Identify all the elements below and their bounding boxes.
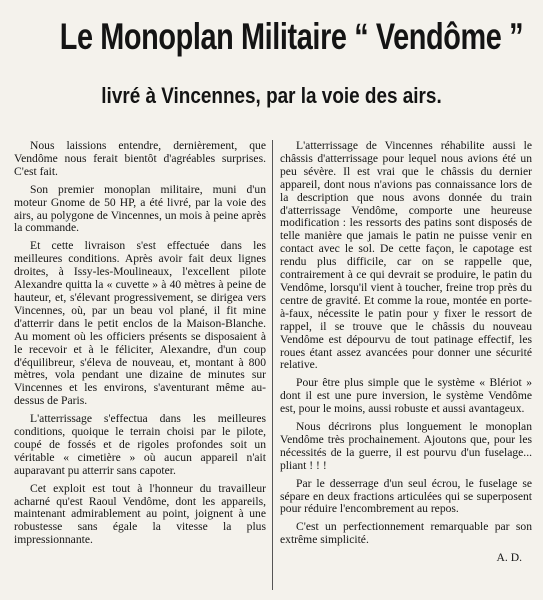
headline-title: Le Monoplan Militaire “ Vendôme ” <box>59 16 524 57</box>
article-left-column <box>14 140 266 596</box>
article-paragraph: L'atterrissage de Vincennes réhabilite aussi le châssis d'atterrissage pour lequel nous avions été un peu sévère. Il est vrai que le châssis du dernier appareil, dont nous n'avions pas connaissance lors de la description que nous avons donnée du train d'atterrissage Vendôme, comporte une heureuse modification : les ressorts des patins sont disposés de telle manière que jamais le patin ne puisse venir en contact avec le sol. De cette façon, le capotage est rendu plus difficile, car on se rappelle que, contrairement à ce qui devrait se produire, le patin du Vendôme, lorsqu'il vient à toucher, freine trop près du centre de gravité. Et comme la roue, montée en porte-à-faux, nécessite le patin pour y fixer le ressort de rappel, il se trouve que le châssis du nouveau Vendôme est dépourvu de tout patinage effectif, les roues étant assez avancées pour donner une sécurité relative. <box>280 140 532 372</box>
headline-subtitle: livré à Vincennes, par la voie des airs. <box>101 83 442 108</box>
author-signature: A. D. <box>496 551 522 565</box>
article-paragraph: Pour être plus simple que le système « Blériot » dont il est une pure inversion, le système Vendôme est, pour le moins, aussi robuste et aussi avantageux. <box>280 376 532 416</box>
article-right-column <box>280 140 532 596</box>
article-paragraph: Son premier monoplan militaire, muni d'un moteur Gnome de 50 HP, a été livré, par la voie des airs, au polygone de Vincennes, un mois à peine après la commande. <box>14 182 266 235</box>
article-paragraph: Et cette livraison s'est effectuée dans les meilleures conditions. Après avoir fait deux lignes droites, à Issy-les-Moulineaux, l'excellent pilote Alexandre quitta la « cuvette » à 40 mètres à peine de hauteur, et, s'élevant progressivement, se dirigea vers Vincennes, où, par un beau vol plané, il fit mine d'atterrir dans le petit enclos de la Maison-Blanche. Au moment où les officiers présents se disposaient à le recevoir et à le féliciter, Alexandre, d'un coup d'équilibreur, s'éleva de nouveau, et, montant à 800 mètres, vola pendant une dizaine de minutes sur Vincennes et les environs, s'aventurant même au-dessus de Paris. <box>14 239 266 408</box>
article-paragraph: C'est un perfectionnement remarquable par son extrême simplicité. <box>280 520 532 547</box>
article-paragraph: Cet exploit est tout à l'honneur du travailleur acharné qu'est Raoul Vendôme, dont les appareils, maintenant admirablement au point, joignent à une robustesse sans égale la vitesse la plus impressionnante. <box>14 481 266 547</box>
column-divider <box>272 140 273 590</box>
article-paragraph: L'atterrissage s'effectua dans les meilleures conditions, quoique le terrain choisi par le pilote, coupé de fossés et de rigoles profondes soit un véritable « cimetière » où aucun appareil n'ait auparavant pu atterrir sans capoter. <box>14 412 266 477</box>
article-paragraph: Nous laissions entendre, dernièrement, que Vendôme nous ferait bientôt d'agréables surprises. C'est fait. <box>14 140 266 178</box>
article-paragraph: Par le desserrage d'un seul écrou, le fuselage se sépare en deux fractions articulées qui se superposent pour réduire l'encombrement au repos. <box>280 476 532 516</box>
article-paragraph: Nous décrirons plus longuement le monoplan Vendôme très prochainement. Ajoutons que, pour les nécessités de la guerre, il est pourvu d'un fuselage... pliant ! ! ! <box>280 420 532 472</box>
